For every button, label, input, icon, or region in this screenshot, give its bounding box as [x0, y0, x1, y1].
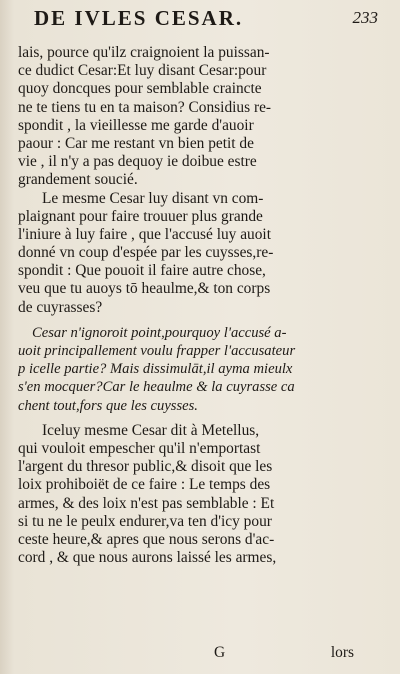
italic-line: s'en mocquer?Car le heaulme & la cuyrasse ca: [18, 379, 295, 396]
text-line: l'iniure à luy faire , que l'accusé luy auoit: [18, 225, 271, 243]
italic-line: Cesar n'ignoroit point,pourquoy l'accusé a-: [32, 324, 287, 341]
text-line: spondit , la vieillesse me garde d'auoir: [18, 116, 254, 134]
text-line: paour : Car me restant vn bien petit de: [18, 134, 254, 152]
text-line: si tu ne le peulx endurer,va ten d'icy pour: [18, 512, 272, 530]
text-line: plaignant pour faire trouuer plus grande: [18, 207, 263, 225]
text-line: ceste heure,& apres que nous serons d'ac-: [18, 530, 275, 548]
text-line: vie , il n'y a pas dequoy ie doibue estre: [18, 153, 257, 171]
running-head: DE IVLES CESAR.: [34, 6, 244, 30]
text-line: veu que tu auoys tō heaulme,& ton corps: [18, 280, 271, 298]
text-line: loix prohiboiët de ce faire : Le temps des: [18, 476, 271, 494]
italic-line: chent tout,fors que les cuysses.: [18, 397, 198, 414]
text-line: de cuyrasses?: [18, 298, 103, 316]
page-footer: [18, 644, 368, 664]
text-line: lais, pource qu'ilz craignoient la puissan-: [18, 44, 270, 61]
body-text: [18, 44, 368, 567]
signature-mark: G: [214, 644, 226, 661]
text-line: donné vn coup d'espée par les cuysses,re-: [18, 244, 274, 262]
text-line: qui vouloit empescher qu'il n'emportast: [18, 439, 261, 457]
text-line: armes, & des loix n'est pas semblable : Et: [18, 494, 275, 512]
text-line: Le mesme Cesar luy disant vn com-: [42, 189, 264, 207]
text-line: cord , & que nous aurons laissé les armes,: [18, 549, 277, 567]
italic-line: p icelle partie? Mais dissimulāt,il ayma mieulx: [18, 361, 293, 378]
italic-line: uoit principallement voulu frapper l'accusateur: [18, 343, 296, 359]
text-line: ce dudict Cesar:Et luy disant Cesar:pour: [18, 62, 267, 80]
page-header: [18, 6, 390, 32]
text-line: grandement soucié.: [18, 171, 138, 189]
text-line: spondit : Que pouoit il faire autre chose,: [18, 262, 266, 280]
text-line: ne te tiens tu en ta maison? Considius re-: [18, 98, 272, 116]
catchword: lors: [330, 644, 354, 661]
page-number: 233: [352, 8, 378, 27]
text-line: Iceluy mesme Cesar dit à Metellus,: [42, 421, 260, 439]
paragraph-gap: [18, 317, 368, 324]
text-line: l'argent du thresor public,& disoit que les: [18, 458, 273, 476]
text-line: quoy doncques pour semblable craincte: [18, 80, 262, 98]
paragraph-gap: [18, 415, 368, 422]
